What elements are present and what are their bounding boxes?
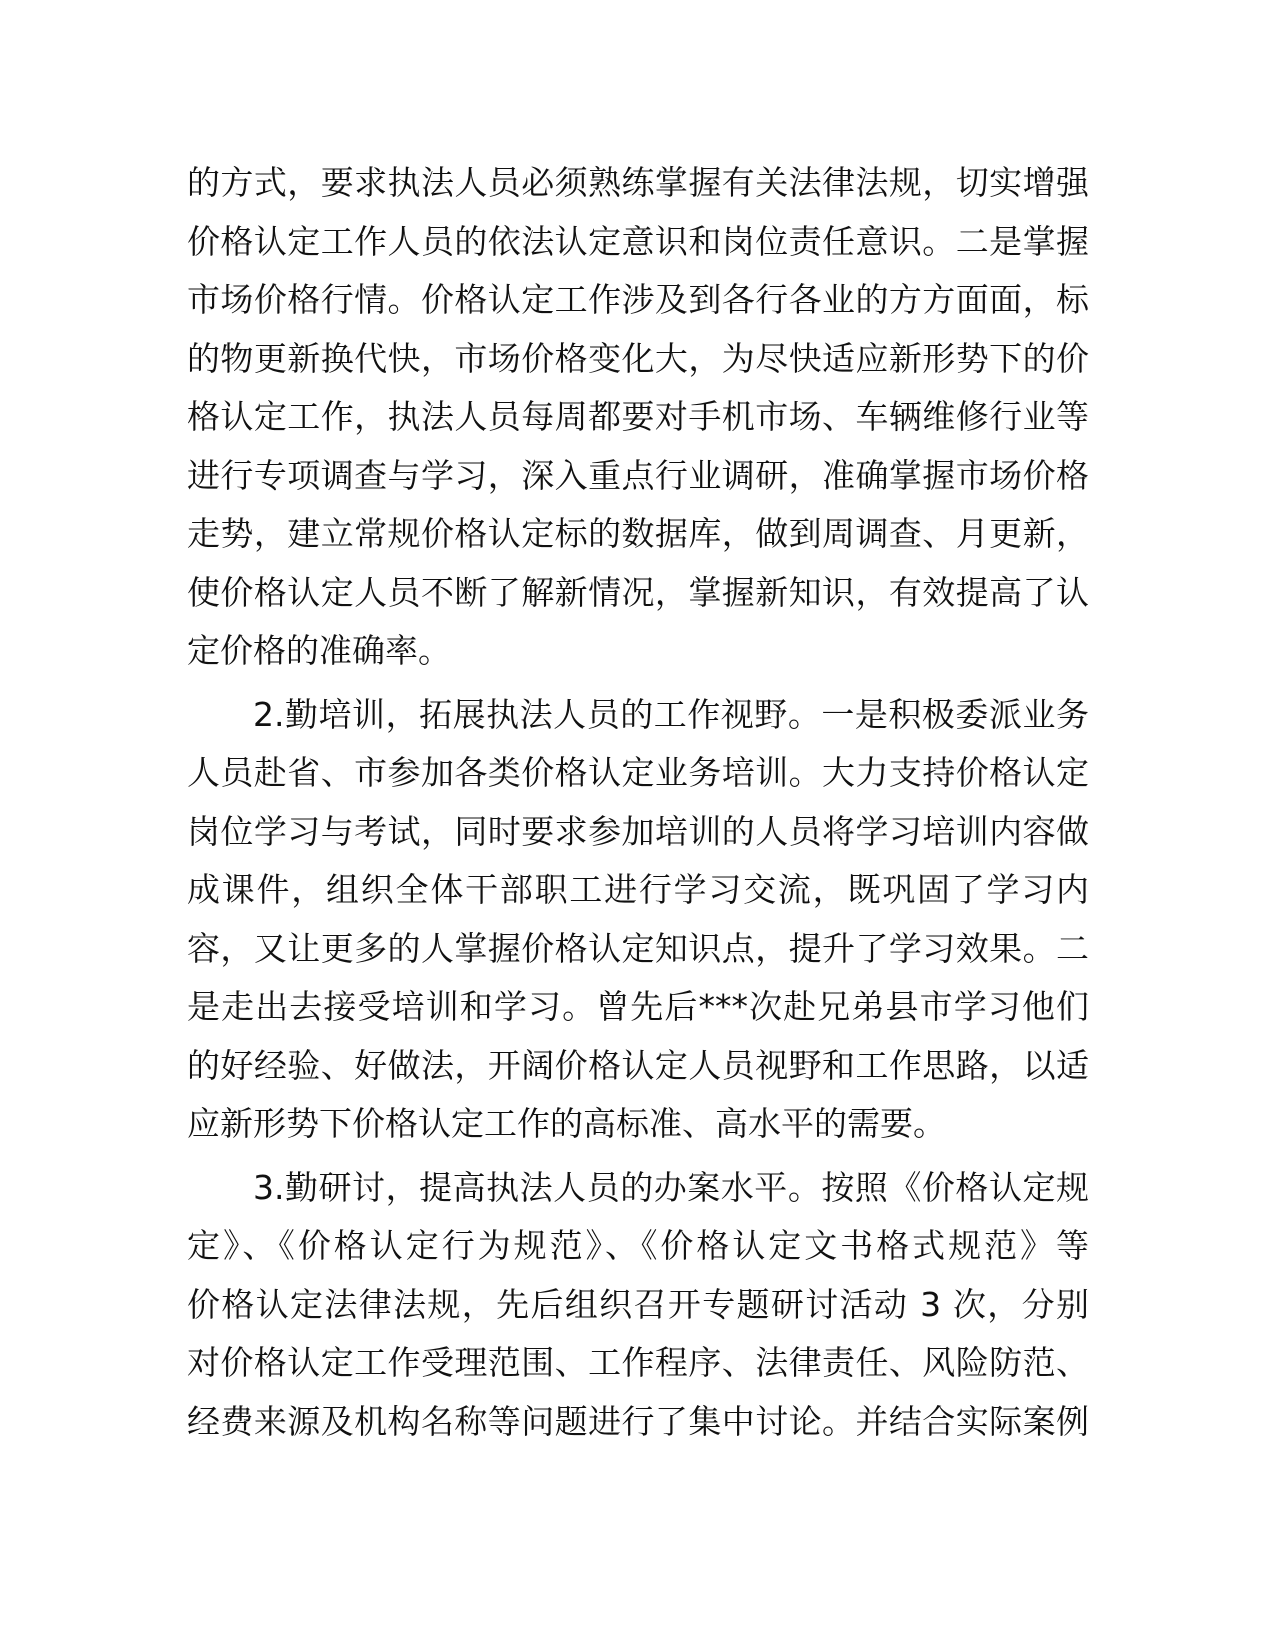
text-line: 市场价格行情。价格认定工作涉及到各行各业的方方面面，标 <box>187 280 1089 319</box>
text-line: 定价格的准确率。 <box>187 631 451 670</box>
text-line: 价格认定法律法规，先后组织召开专题研讨活动 3 次，分别 <box>187 1284 1089 1324</box>
document-body <box>187 154 1089 1451</box>
paragraph-3 <box>187 1159 1089 1452</box>
text-line: 的物更新换代快，市场价格变化大，为尽快适应新形势下的价 <box>187 338 1089 378</box>
text-line: 应新形势下价格认定工作的高标准、高水平的需要。 <box>187 1104 946 1143</box>
text-line: 价格认定工作人员的依法认定意识和岗位责任意识。二是掌握 <box>187 221 1089 261</box>
text-line: 3.勤研讨，提高执法人员的办案水平。按照《价格认定规 <box>253 1167 1089 1207</box>
paragraph-1 <box>187 154 1089 681</box>
text-line: 岗位学习与考试，同时要求参加培训的人员将学习培训内容做 <box>187 811 1089 851</box>
text-line: 定》、《价格认定行为规范》、《价格认定文书格式规范》等 <box>187 1226 1089 1265</box>
text-line: 容，又让更多的人掌握价格认定知识点，提升了学习效果。二 <box>187 928 1089 968</box>
text-line: 成课件，组织全体干部职工进行学习交流，既巩固了学习内 <box>187 870 1089 909</box>
text-line: 的好经验、好做法，开阔价格认定人员视野和工作思路，以适 <box>187 1045 1089 1085</box>
text-line: 走势，建立常规价格认定标的数据库，做到周调查、月更新， <box>187 514 1089 553</box>
text-line: 格认定工作，执法人员每周都要对手机市场、车辆维修行业等 <box>187 397 1089 436</box>
text-line: 对价格认定工作受理范围、工作程序、法律责任、风险防范、 <box>187 1343 1089 1382</box>
text-line: 的方式，要求执法人员必须熟练掌握有关法律法规，切实增强 <box>187 163 1089 202</box>
text-line: 是走出去接受培训和学习。曾先后***次赴兄弟县市学习他们 <box>187 987 1089 1026</box>
text-line: 人员赴省、市参加各类价格认定业务培训。大力支持价格认定 <box>187 753 1089 792</box>
text-line: 经费来源及机构名称等问题进行了集中讨论。并结合实际案例 <box>187 1401 1089 1441</box>
text-line: 进行专项调查与学习，深入重点行业调研，准确掌握市场价格 <box>187 455 1089 495</box>
paragraph-2 <box>187 686 1089 1154</box>
text-line: 2.勤培训，拓展执法人员的工作视野。一是积极委派业务 <box>253 694 1089 734</box>
text-line: 使价格认定人员不断了解新情况，掌握新知识，有效提高了认 <box>187 572 1089 612</box>
